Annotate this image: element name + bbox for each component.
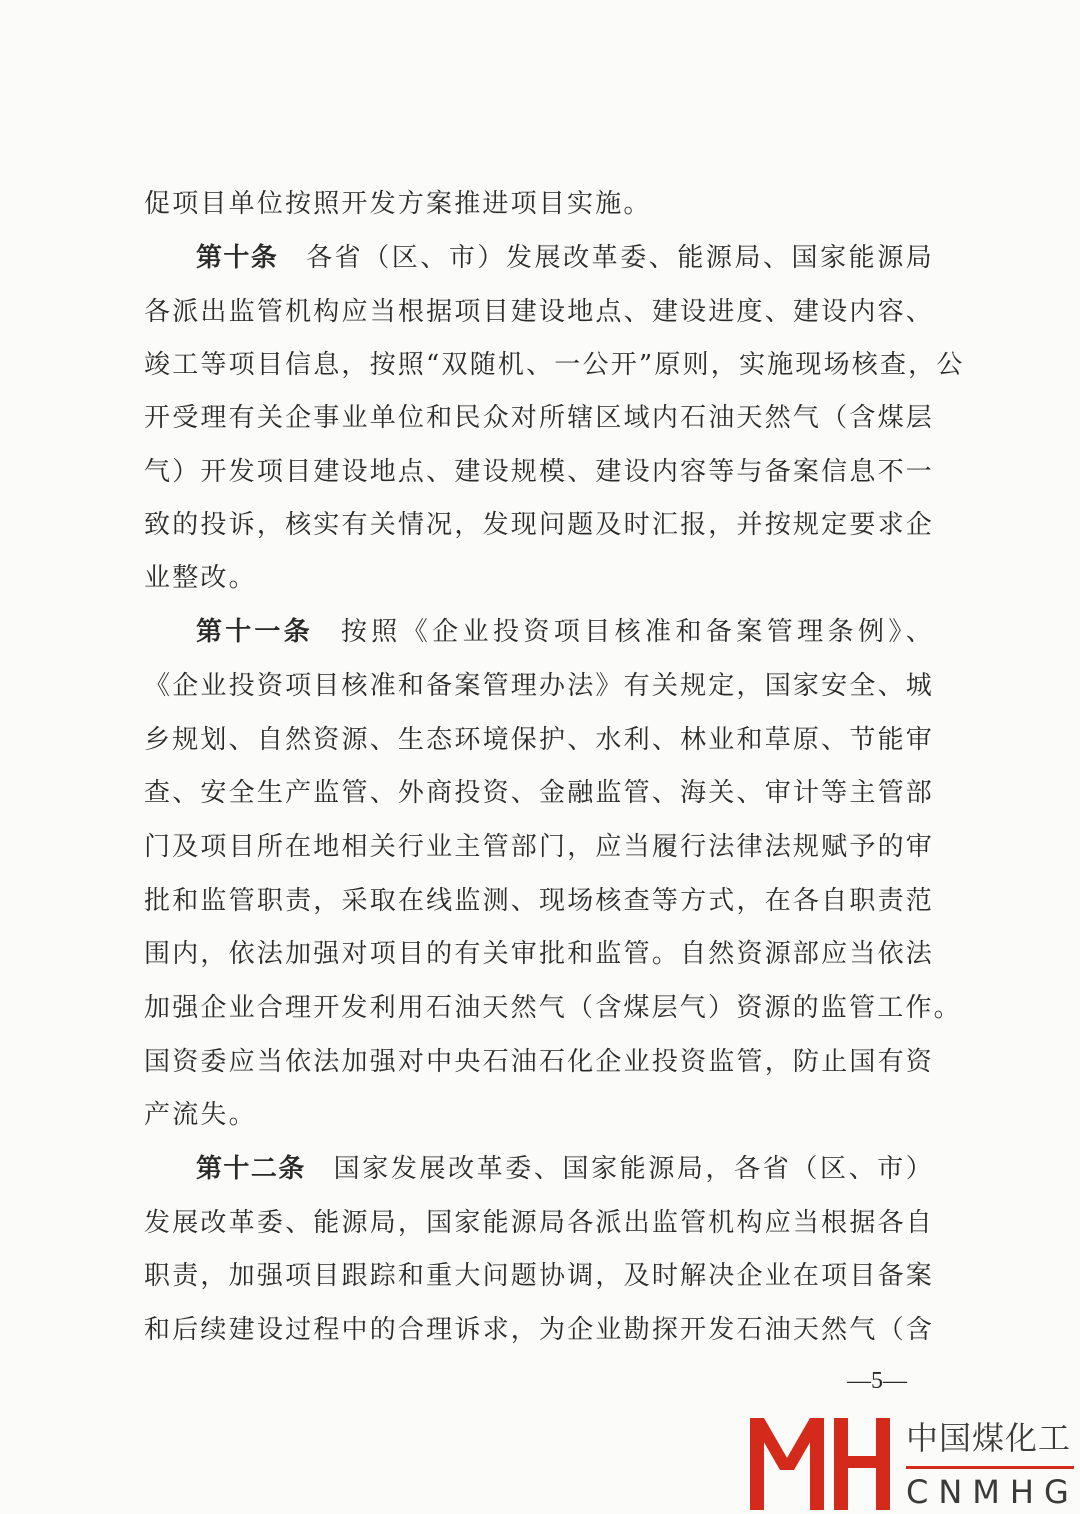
cnmhg-logo-mark-icon — [750, 1414, 892, 1510]
text-line-3: 各派出监管机构应当根据项目建设地点、建设进度、建设内容、 — [144, 297, 934, 327]
text-line-20: 发展改革委、能源局，国家能源局各派出监管机构应当根据各自 — [144, 1208, 934, 1238]
text-line-17: 国资委应当依法加强对中央石油石化企业投资监管，防止国有资 — [144, 1047, 934, 1077]
article-10-heading: 第十条 — [196, 243, 279, 273]
watermark-name-cn: 中国煤化工 — [906, 1419, 1072, 1457]
text-line-19: 国家发展改革委、国家能源局，各省（区、市） — [333, 1154, 934, 1184]
text-line-6: 气）开发项目建设地点、建设规模、建设内容等与备案信息不一 — [144, 457, 934, 487]
text-line-1: 促项目单位按照开发方案推进项目实施。 — [144, 189, 652, 219]
text-line-8: 业整改。 — [144, 563, 257, 593]
watermark-logo — [750, 1410, 1080, 1514]
text-line-16: 加强企业合理开发利用石油天然气（含煤层气）资源的监管工作。 — [144, 993, 962, 1023]
text-line-10: 《企业投资项目核准和备案管理办法》有关规定，国家安全、城 — [144, 671, 934, 701]
page-number: —5— — [847, 1368, 907, 1394]
text-line-15: 围内，依法加强对项目的有关审批和监管。自然资源部应当依法 — [144, 939, 934, 969]
text-line-21: 职责，加强项目跟踪和重大问题协调，及时解决企业在项目备案 — [144, 1261, 934, 1291]
article-10-first-line — [196, 238, 934, 278]
text-line-14: 批和监管职责，采取在线监测、现场核查等方式，在各自职责范 — [144, 886, 934, 916]
text-line-5: 开受理有关企事业单位和民众对所辖区域内石油天然气（含煤层 — [144, 403, 934, 433]
text-line-13: 门及项目所在地相关行业主管部门，应当履行法律法规赋予的审 — [144, 832, 934, 862]
text-line-4: 竣工等项目信息，按照“双随机、一公开”原则，实施现场核查，公 — [144, 350, 965, 380]
article-12-heading: 第十二条 — [196, 1154, 306, 1184]
text-line-12: 查、安全生产监管、外商投资、金融监管、海关、审计等主管部 — [144, 778, 934, 808]
article-12-first-line — [196, 1149, 934, 1189]
text-line-7: 致的投诉，核实有关情况，发现问题及时汇报，并按规定要求企 — [144, 510, 934, 540]
text-line-9: 按照《企业投资项目核准和备案管理条例》、 — [340, 617, 934, 647]
text-line-18: 产流失。 — [144, 1100, 257, 1130]
article-11-first-line — [196, 612, 934, 652]
text-line-2: 各省（区、市）发展改革委、能源局、国家能源局 — [306, 243, 934, 273]
watermark-name-en: CNMHG — [906, 1473, 1079, 1511]
text-line-22: 和后续建设过程中的合理诉求，为企业勘探开发石油天然气（含 — [144, 1315, 934, 1345]
watermark-divider — [906, 1466, 1074, 1469]
article-11-heading: 第十一条 — [196, 617, 313, 647]
text-line-11: 乡规划、自然资源、生态环境保护、水利、林业和草原、节能审 — [144, 725, 934, 755]
